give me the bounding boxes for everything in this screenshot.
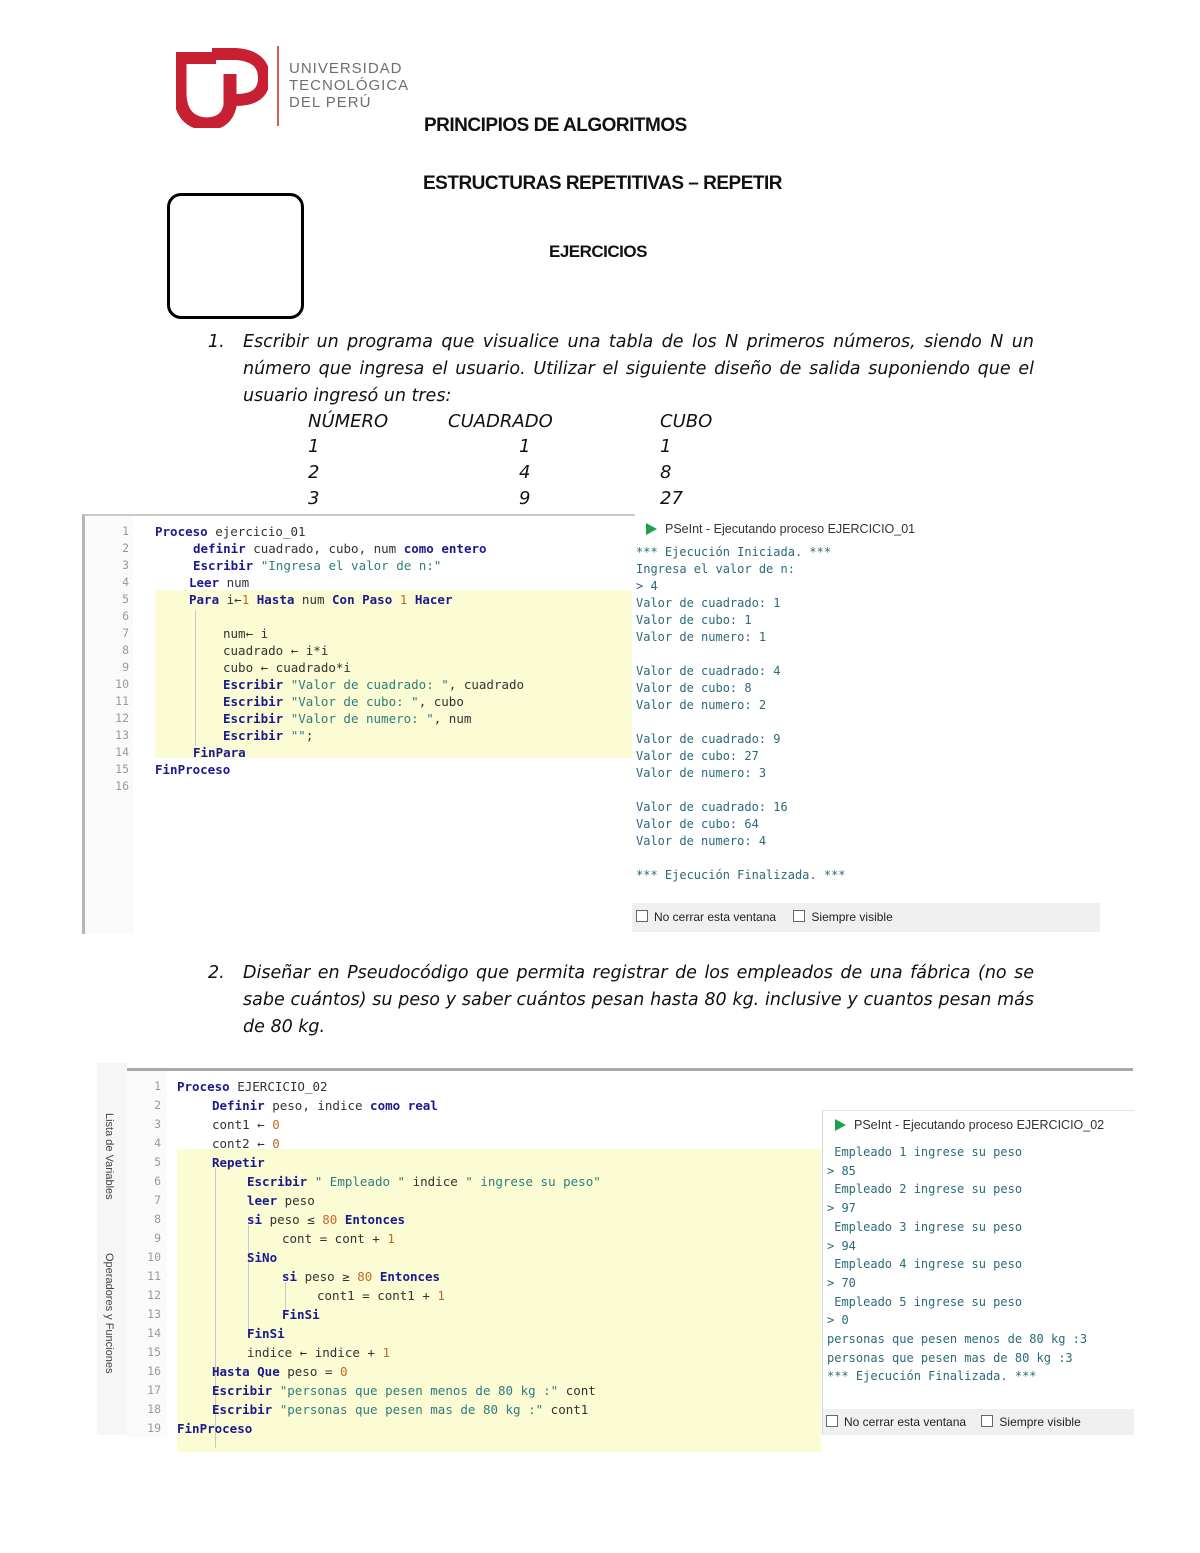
code-line-5[interactable]: Repetir [212, 1155, 265, 1170]
console-line: Valor de cubo: 8 [636, 681, 752, 695]
code-line-14[interactable]: FinSi [247, 1326, 285, 1341]
exercise-2-text: Diseñar en Pseudocódigo que permita registrar de los empleados de una fábrica (no se sabe cuántos) su peso y saber cuántos pesan hasta 80 kg. inclusive y cuantos pesan más de 80 kg. [243, 963, 1034, 1037]
university-name-line1: UNIVERSIDAD [289, 60, 403, 77]
line-number: 11 [147, 1269, 161, 1283]
line-number: 2 [154, 1098, 161, 1112]
no-close-checkbox[interactable] [826, 1415, 838, 1427]
code-line-9[interactable]: cont = cont + 1 [282, 1231, 395, 1246]
line-number: 4 [154, 1136, 161, 1150]
code-line-5[interactable]: Para i←1 Hasta num Con Paso 1 Hacer [189, 592, 453, 607]
code-line-14[interactable]: FinPara [193, 745, 246, 760]
exercise-1-number: 1. [208, 332, 225, 352]
line-number: 7 [122, 626, 129, 640]
table-cell: 1 [519, 436, 531, 457]
code-line-3[interactable]: cont1 ← 0 [212, 1117, 280, 1132]
photo-placeholder-box [167, 193, 304, 319]
line-number: 8 [122, 643, 129, 657]
code-line-15[interactable]: indice ← indice + 1 [247, 1345, 390, 1360]
console-line: Valor de cuadrado: 1 [636, 596, 781, 610]
table-cell: 9 [519, 488, 531, 509]
line-number: 6 [122, 609, 129, 623]
code-line-16[interactable]: Hasta Que peso = 0 [212, 1364, 348, 1379]
console-2-footer [823, 1409, 1134, 1435]
line-number: 17 [147, 1383, 161, 1397]
table-cell: 1 [660, 436, 672, 457]
console-line: Valor de cubo: 27 [636, 749, 759, 763]
console-line: > 70 [827, 1275, 856, 1290]
code-line-13[interactable]: Escribir ""; [223, 728, 314, 743]
console-line: Valor de cubo: 64 [636, 817, 759, 831]
console-line: Empleado 2 ingrese su peso [827, 1182, 1023, 1197]
console-line: > 97 [827, 1201, 856, 1216]
console-line: Empleado 5 ingrese su peso [827, 1294, 1023, 1309]
always-visible-label: Siempre visible [999, 1415, 1081, 1429]
always-visible-label: Siempre visible [811, 910, 893, 924]
logo-divider [277, 46, 279, 126]
section-title: EJERCICIOS [549, 242, 647, 261]
console-2-title: PSeInt - Ejecutando proceso EJERCICIO_02 [854, 1118, 1105, 1132]
pseint-console-2 [822, 1110, 1134, 1435]
console-1-title: PSeInt - Ejecutando proceso EJERCICIO_01 [665, 522, 916, 536]
pseint-console-1 [632, 517, 1100, 932]
code-editor-1[interactable] [82, 514, 635, 934]
university-name [289, 60, 409, 111]
line-number: 19 [147, 1421, 161, 1435]
code-line-8[interactable]: si peso ≤ 80 Entonces [247, 1212, 406, 1227]
code-line-6[interactable]: Escribir " Empleado " indice " ingrese su peso" [247, 1174, 601, 1189]
line-number: 14 [115, 745, 129, 759]
console-line: Ingresa el valor de n: [636, 562, 795, 576]
line-number: 3 [154, 1117, 161, 1131]
console-line: Valor de numero: 3 [636, 766, 767, 780]
console-line: personas que pesen menos de 80 kg :3 [827, 1332, 1088, 1346]
play-icon [646, 523, 657, 535]
table-cell: 2 [308, 462, 320, 483]
line-number: 4 [122, 575, 129, 589]
line-number: 7 [154, 1193, 161, 1207]
play-icon [835, 1119, 846, 1131]
code-line-18[interactable]: Escribir "personas que pesen mas de 80 kg :" cont1 [212, 1402, 589, 1417]
university-name-line2: TECNOLÓGICA [289, 77, 410, 94]
console-line: Valor de cubo: 1 [636, 613, 752, 627]
line-number: 12 [147, 1288, 161, 1302]
line-number: 2 [122, 541, 129, 555]
always-visible-checkbox[interactable] [793, 910, 805, 922]
line-number: 13 [115, 728, 129, 742]
code-line-10[interactable]: Escribir "Valor de cuadrado: ", cuadrado [223, 677, 525, 692]
line-number: 3 [122, 558, 129, 572]
console-1-footer [632, 903, 1100, 932]
line-number: 16 [115, 779, 129, 793]
line-number: 13 [147, 1307, 161, 1321]
table-header-numero: NÚMERO [308, 411, 389, 432]
utp-logo-icon [176, 44, 268, 128]
code-line-7[interactable]: leer peso [247, 1193, 315, 1208]
line-number: 18 [147, 1402, 161, 1416]
console-line: > 94 [827, 1238, 856, 1253]
code-line-7[interactable]: num← i [223, 626, 269, 641]
console-line: Empleado 4 ingrese su peso [827, 1257, 1023, 1272]
console-line: personas que pesen mas de 80 kg :3 [827, 1350, 1073, 1365]
indent-guide [248, 1225, 249, 1335]
code-line-9[interactable]: cubo ← cuadrado*i [223, 660, 351, 675]
variables-list-tab[interactable]: Lista de Variables [103, 1113, 115, 1200]
line-number: 6 [154, 1174, 161, 1188]
console-line: Valor de cuadrado: 16 [636, 800, 788, 814]
code-line-13[interactable]: FinSi [282, 1307, 320, 1322]
code-line-4[interactable]: cont2 ← 0 [212, 1136, 280, 1151]
table-cell: 8 [660, 462, 672, 483]
code-line-10[interactable]: SiNo [247, 1250, 278, 1265]
console-line: Empleado 1 ingrese su peso [827, 1145, 1023, 1159]
console-line: Valor de numero: 1 [636, 630, 767, 644]
course-title: PRINCIPIOS DE ALGORITMOS [424, 115, 687, 136]
exercise-2 [208, 960, 1034, 1042]
line-number: 12 [115, 711, 129, 725]
console-line: Empleado 3 ingrese su peso [827, 1219, 1023, 1234]
table-cell: 4 [519, 462, 531, 483]
table-cell: 3 [308, 488, 320, 509]
code-line-11[interactable]: si peso ≥ 80 Entonces [282, 1269, 441, 1284]
exercise-2-number: 2. [208, 963, 225, 983]
table-cell: 1 [308, 436, 320, 457]
university-name-line3: DEL PERÚ [289, 94, 372, 111]
table-cell: 27 [660, 488, 683, 509]
code-line-2[interactable]: definir cuadrado, cubo, num como entero [193, 541, 487, 556]
no-close-checkbox[interactable] [636, 910, 648, 922]
console-line: *** Ejecución Finalizada. *** [827, 1369, 1037, 1384]
exercise-1-text: Escribir un programa que visualice una tabla de los N primeros números, siendo N un número que ingresa el usuario. Utilizar el siguiente diseño de salida suponiendo que el usuario ingresó un tres: [243, 332, 1034, 406]
always-visible-checkbox[interactable] [981, 1415, 993, 1427]
console-line: *** Ejecución Finalizada. *** [636, 868, 846, 882]
line-number: 5 [122, 592, 129, 606]
console-2-title-bar [835, 1118, 1134, 1132]
line-number: 5 [154, 1155, 161, 1169]
line-number: 9 [122, 660, 129, 674]
line-number: 11 [115, 694, 129, 708]
exercise-1 [208, 329, 1034, 411]
line-number: 1 [122, 524, 129, 538]
code-line-8[interactable]: cuadrado ← i*i [223, 643, 329, 658]
code-line-3[interactable]: Escribir "Ingresa el valor de n:" [193, 558, 442, 573]
code-line-1[interactable]: Proceso ejercicio_01 [155, 524, 306, 539]
console-line: > 0 [827, 1313, 849, 1328]
code-line-12[interactable]: cont1 = cont1 + 1 [317, 1288, 445, 1303]
topic-title: ESTRUCTURAS REPETITIVAS – REPETIR [423, 173, 782, 194]
line-number: 8 [154, 1212, 161, 1226]
console-line: > 4 [636, 579, 658, 593]
line-number: 15 [147, 1345, 161, 1359]
no-close-label: No cerrar esta ventana [654, 910, 777, 924]
operators-functions-tab[interactable]: Operadores y Funciones [103, 1253, 115, 1374]
line-number: 15 [115, 762, 129, 776]
indent-guide [195, 610, 196, 746]
console-line: Valor de numero: 4 [636, 834, 767, 848]
code-line-1[interactable]: Proceso EJERCICIO_02 [177, 1079, 328, 1094]
console-line: Valor de cuadrado: 4 [636, 664, 781, 678]
line-number: 9 [154, 1231, 161, 1245]
table-header-cubo: CUBO [660, 411, 713, 432]
no-close-label: No cerrar esta ventana [844, 1415, 967, 1429]
console-line: Valor de cuadrado: 9 [636, 732, 781, 746]
code-line-11[interactable]: Escribir "Valor de cubo: ", cubo [223, 694, 464, 709]
console-1-title-bar [646, 522, 1100, 536]
code-line-4[interactable]: Leer num [189, 575, 250, 590]
table-header-cuadrado: CUADRADO [448, 411, 553, 432]
code-line-19[interactable]: FinProceso [177, 1421, 253, 1436]
line-number: 10 [147, 1250, 161, 1264]
code-line-2[interactable]: Definir peso, indice como real [212, 1098, 438, 1113]
line-number: 1 [154, 1079, 161, 1093]
code-line-15[interactable]: FinProceso [155, 762, 231, 777]
editor-2-side-panel [97, 1063, 127, 1435]
code-line-17[interactable]: Escribir "personas que pesen menos de 80 kg :" cont [212, 1383, 596, 1398]
line-number: 10 [115, 677, 129, 691]
code-line-12[interactable]: Escribir "Valor de numero: ", num [223, 711, 472, 726]
line-number: 14 [147, 1326, 161, 1340]
console-line: Valor de numero: 2 [636, 698, 767, 712]
console-line: *** Ejecución Iniciada. *** [636, 545, 832, 559]
console-line: > 85 [827, 1163, 856, 1178]
line-number: 16 [147, 1364, 161, 1378]
